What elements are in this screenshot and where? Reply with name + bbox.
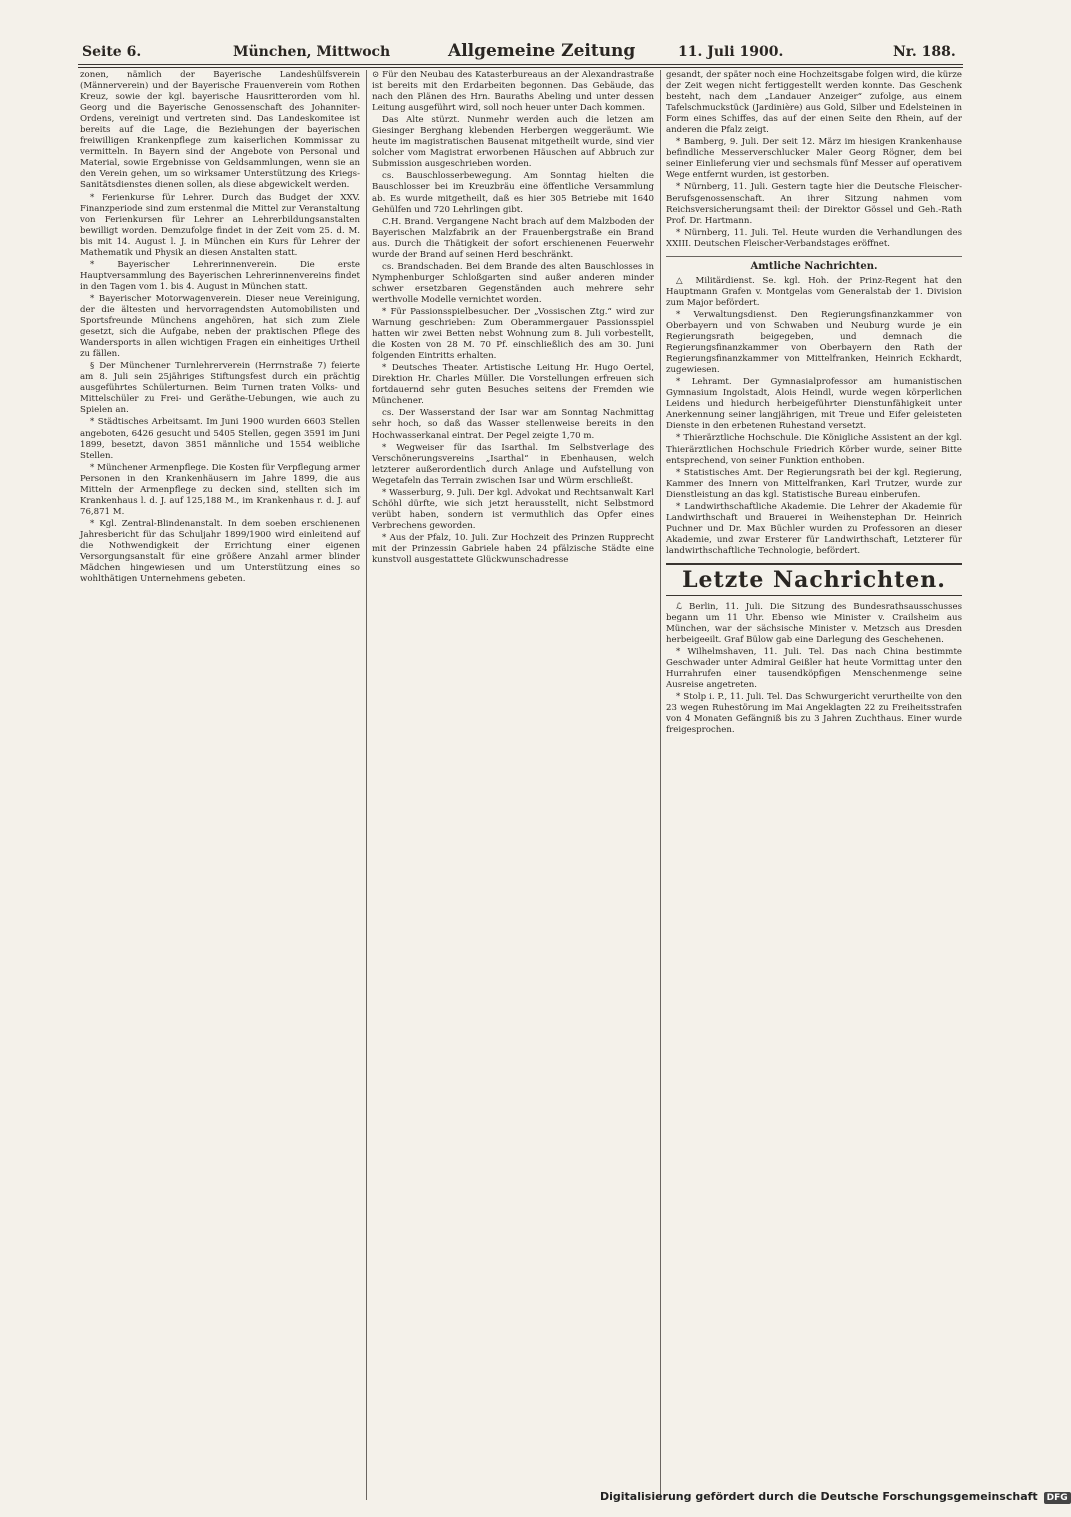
article: * Wegweiser für das Isarthal. Im Selbstverlage des Verschönerungsvereins „Isarthal“ in Ebenhausen, welch letzterer außerordentlich durch Anlage und Aufstellung von Wegetafeln das Terrain zwischen Isar und Würm erschließt. (372, 442, 654, 486)
article: zonen, nämlich der Bayerische Landeshülfsverein (Männerverein) und der Bayerische Frauenverein vom Rothen Kreuz, sowie der kgl. bayerische Hausritterorden vom hl. Georg und die Bayerische Genossenschaft des Johanniter-Ordens, vereinigt und vertreten sind. Das Landeskomitee ist bereits auf die Lage, die Beziehungen der bayerischen freiwilligen Krankenpflege zum kaiserlichen Kommissar zu vermitteln. In Bayern sind der Angebote von Personal und Material, sowie Ergebnisse von Geldsammlungen, wenn sie an den Verein gehen, um so wirksamer Unterstützung des Kriegs-Sanitätsdienstes dienen sollen, als diese abgewickelt werden. (80, 70, 360, 191)
article: gesandt, der später noch eine Hochzeitsgabe folgen wird, die kürze der Zeit wegen nicht fertiggestellt werden konnte. Das Geschenk besteht, nach dem „Landauer Anzeiger“ zufolge, aus einem Tafelschmuckstück (Jardinière) aus Gold, Silber und Edelsteinen in Form eines Schiffes, das auf der einen Seite den Rhein, auf der anderen die Pfalz zeigt. (666, 70, 962, 136)
article: ⊙ Für den Neubau des Katasterbureaus an der Alexandrastraße ist bereits mit den Erdarbeiten begonnen. Das Gebäude, das nach den Plänen des Hrn. Bauraths Abeling und unter dessen Leitung ausgeführt wird, soll noch heuer unter Dach kommen. (372, 70, 654, 114)
article: * Aus der Pfalz, 10. Juli. Zur Hochzeit des Prinzen Rupprecht mit der Prinzessin Gabriele haben 24 pfälzische Städte eine kunstvoll ausgestattete Glückwunschadresse (372, 532, 654, 566)
article: cs. Brandschaden. Bei dem Brande des alten Bauschlosses in Nymphenburger Schloßgarten sind außer anderen minder schwer ersetzbaren Gegenständen auch mehrere sehr werthvolle Modelle vernichtet worden. (372, 261, 654, 305)
issue-number: Nr. 188. (893, 44, 956, 60)
header-rule (78, 64, 963, 65)
column-3 (666, 70, 962, 1500)
article: * Münchener Armenpflege. Die Kosten für Verpflegung armer Personen in den Krankenhäusern im Jahre 1899, die aus Mitteln der Armenpflege zu decken sind, stellten sich im Krankenhaus l. d. J. auf 125,188 M., im Krankenhaus r. d. J. auf 76,871 M. (80, 462, 360, 517)
section-heading-amtliche: Amtliche Nachrichten. (666, 256, 962, 272)
article: * Nürnberg, 11. Juli. Tel. Heute wurden die Verhandlungen des XXIII. Deutschen Fleischer-Verbandstages eröffnet. (666, 227, 962, 249)
article: * Wilhelmshaven, 11. Juli. Tel. Das nach China bestimmte Geschwader unter Admiral Geißler hat heute Vormittag unter den Hurrahrufen einer tausendköpfigen Menschenmenge seine Ausreise angetreten. (666, 647, 962, 691)
article: * Städtisches Arbeitsamt. Im Juni 1900 wurden 6603 Stellen angeboten, 6426 gesucht und 5405 Stellen, gegen 3591 im Juni 1899, besetzt, davon 3851 männliche und 1554 weibliche Stellen. (80, 417, 360, 461)
article: * Kgl. Zentral-Blindenanstalt. In dem soeben erschienenen Jahresbericht für das Schuljahr 1899/1900 wird einleitend auf die Nothwendigkeit der Errichtung einer eigenen Versorgungsanstalt für eine größere Anzahl armer blinder Mädchen hingewiesen und um Unterstützung eines so wohlthätigen Unternehmens gebeten. (80, 518, 360, 585)
article: * Bayerischer Motorwagenverein. Dieser neue Vereinigung, der die ältesten und hervorragendsten Automobilisten und Sportsfreunde Münchens angehören, hat sich zum Ziele gesetzt, sich die Aufgabe, neben der praktischen Pflege des Wandersports in allen wichtigen Fragen ein einheitiges Urtheil zu fällen. (80, 293, 360, 360)
article: * Verwaltungsdienst. Den Regierungsfinanzkammer von Oberbayern und von Schwaben und Neuburg wurde je ein Regierungsrath beigegeben, und demnach die Regierungsfinanzkammer von Oberbayern den Rath der Regierungsfinanzkammer von Mittelfranken, Heinrich Eckhardt, zugewiesen. (666, 309, 962, 376)
article: * Ferienkurse für Lehrer. Durch das Budget der XXV. Finanzperiode sind zum erstenmal die Mittel zur Veranstaltung von Ferienkursen für Lehrer an Lehrerbildungsanstalten bewilligt worden. Demzufolge findet in der Zeit vom 25. d. M. bis mit 14. August l. J. in München ein Kurs für Lehrer der Mathematik und Physik an diesen Anstalten statt. (80, 192, 360, 258)
article: * Lehramt. Der Gymnasialprofessor am humanistischen Gymnasium Ingolstadt, Alois Heindl, wurde wegen körperlichen Leidens und hiedurch herbeigeführter Dienstunfähigkeit unter Anerkennung seiner langjährigen, mit Treue und Eifer geleisteten Dienste in den erbetenen Ruhestand versetzt. (666, 377, 962, 432)
article: Das Alte stürzt. Nunmehr werden auch die letzen am Giesinger Berghang klebenden Herbergen weggeräumt. Wie heute im magistratischen Bausenat mitgetheilt wurde, sind vier solcher vom Magistrat erworbenen Häuschen auf Abbruch zur Submission ausgeschrieben worden. (372, 115, 654, 170)
article: * Für Passionsspielbesucher. Der „Vossischen Ztg.“ wird zur Warnung geschrieben: Zum Oberammergauer Passionsspiel hatten wir zwei Betten nebst Wohnung zum 8. Juli vorbestellt, die Kosten von 28 M. 70 Pf. einschließlich des am 30. Juni folgenden Eintritts erhalten. (372, 306, 654, 362)
page-header (78, 40, 963, 64)
credit-text: Digitalisierung gefördert durch die Deutsche Forschungsgemeinschaft (600, 1490, 1038, 1503)
digitization-credit (600, 1490, 1068, 1510)
header-rule-2 (78, 67, 963, 68)
article: ℒ Berlin, 11. Juli. Die Sitzung des Bundesrathsausschusses begann um 11 Uhr. Ebenso wie Minister v. Crailsheim aus München, war der sächsische Minister v. Metzsch aus Dresden herbeigeeilt. Graf Bülow gab eine Darlegung des Geschehenen. (666, 601, 962, 646)
article: * Stolp i. P., 11. Juli. Tel. Das Schwurgericht verurtheilte von den 23 wegen Ruhestörung im Mai Angeklagten 22 zu Freiheitsstrafen von 4 Monaten Gefängniß bis zu 3 Jahren Zuchthaus. Einer wurde freigesprochen. (666, 692, 962, 736)
article: * Statistisches Amt. Der Regierungsrath bei der kgl. Regierung, Kammer des Innern von Mittelfranken, Karl Trutzer, wurde zur Dienstleistung an das kgl. Statistische Bureau einberufen. (666, 467, 962, 500)
newspaper-title: Allgemeine Zeitung (448, 41, 636, 61)
article: * Wasserburg, 9. Juli. Der kgl. Advokat und Rechtsanwalt Karl Schöhl dürfte, wie sich jetzt herausstellt, nicht Selbstmord verübt haben, sondern ist vermuthlich das Opfer eines Verbrechens geworden. (372, 487, 654, 531)
section-heading-letzte: Letzte Nachrichten. (666, 563, 962, 596)
article: * Landwirthschaftliche Akademie. Die Lehrer der Akademie für Landwirthschaft und Brauerei in Weihenstephan Dr. Heinrich Puchner und Dr. Max Büchler wurden zu Professoren an dieser Akademie, und zwar Ersterer für Landwirthschaft, Letzterer für landwirthschaftliche Technologie, befördert. (666, 501, 962, 556)
article: * Nürnberg, 11. Juli. Gestern tagte hier die Deutsche Fleischer-Berufsgenossenschaft. An ihrer Sitzung nahmen vom Reichsversicherungsamt theil: der Direktor Gössel und Geh.-Rath Prof. Dr. Hartmann. (666, 182, 962, 226)
article: cs. Der Wasserstand der Isar war am Sonntag Nachmittag sehr hoch, so daß das Wasser stellenweise bereits in den Hochwasserkanal eintrat. Der Pegel zeigte 1,70 m. (372, 408, 654, 441)
column-divider (660, 70, 661, 1500)
column-divider (366, 70, 367, 1500)
article: cs. Bauschlosserbewegung. Am Sonntag hielten die Bauschlosser bei im Kreuzbräu eine öffentliche Versammlung ab. Es wurde mitgetheilt, daß es hier 305 Betriebe mit 1640 Gehülfen und 720 Lehrlingen gibt. (372, 171, 654, 215)
article: △ Militärdienst. Se. kgl. Hoh. der Prinz-Regent hat den Hauptmann Grafen v. Montgelas vom Generalstab der 1. Division zum Major befördert. (666, 275, 962, 308)
article: * Bamberg, 9. Juli. Der seit 12. März im hiesigen Krankenhause befindliche Messerverschlucker Maler Georg Rögner, dem bei seiner Einlieferung vier und sechsmals fünf Messer auf operativem Wege entfernt wurden, ist gestorben. (666, 137, 962, 181)
article: § Der Münchener Turnlehrerverein (Herrnstraße 7) feierte am 8. Juli sein 25jähriges Stiftungsfest durch ein prächtig ausgeführtes Schülerturnen. Beim Turnen traten Volks- und Mittelschüler zu Frei- und Geräthe-Uebungen, wie auch zu Spielen an. (80, 361, 360, 416)
issue-date: 11. Juli 1900. (678, 44, 784, 60)
place-day: München, Mittwoch (233, 44, 391, 60)
page-number: Seite 6. (82, 44, 142, 60)
article: * Thierärztliche Hochschule. Die Königliche Assistent an der kgl. Thierärztlichen Hochschule Friedrich Körber wurde, seiner Bitte entsprechend, von seiner Funktion enthoben. (666, 433, 962, 466)
column-2 (372, 70, 654, 1500)
column-1 (80, 70, 360, 1500)
article: * Deutsches Theater. Artistische Leitung Hr. Hugo Oertel, Direktion Hr. Charles Müller. Die Vorstellungen erfreuen sich fortdauernd sehr guten Besuches seitens der Fremden wie Münchener. (372, 363, 654, 407)
dfg-logo: DFG (1044, 1492, 1071, 1504)
article: C.H. Brand. Vergangene Nacht brach auf dem Malzboden der Bayerischen Malzfabrik an der Frauenbergstraße ein Brand aus. Durch die Thätigkeit der sofort erschienenen Feuerwehr wurde der Brand auf seinen Herd beschränkt. (372, 216, 654, 260)
article: * Bayerischer Lehrerinnenverein. Die erste Hauptversammlung des Bayerischen Lehrerinnenvereins findet in den Tagen vom 1. bis 4. August in München statt. (80, 259, 360, 292)
